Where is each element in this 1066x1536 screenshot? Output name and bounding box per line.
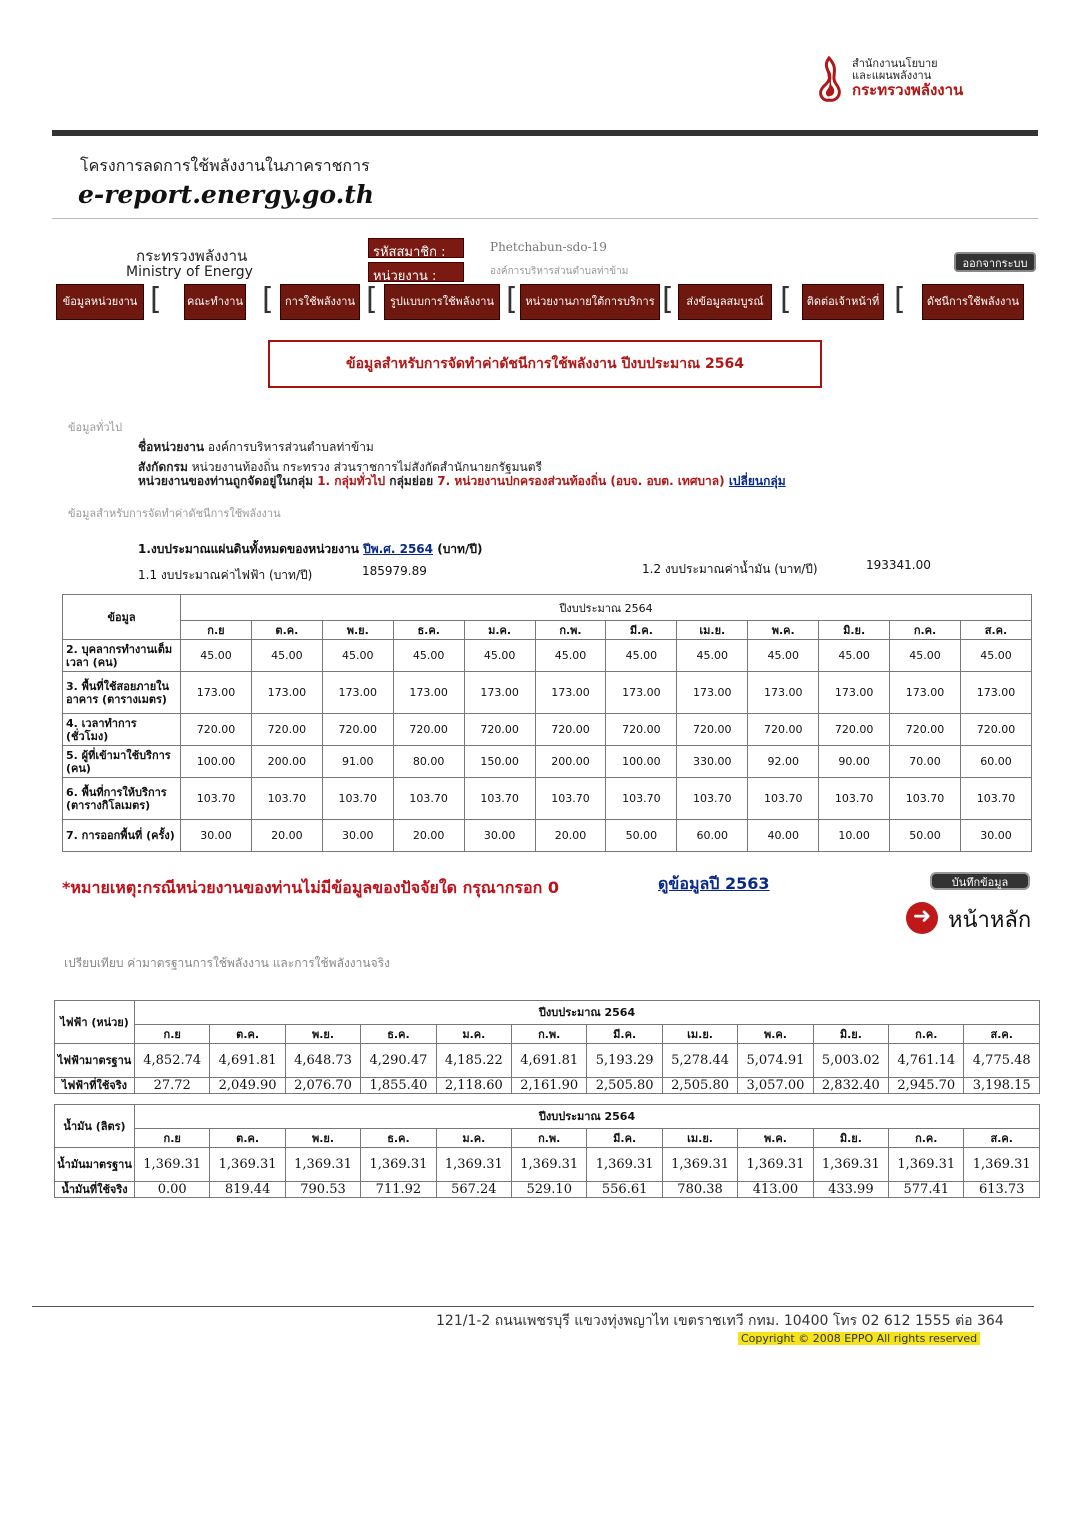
actual-value: 577.41 [889,1182,964,1198]
data-cell[interactable]: 20.00 [251,820,322,852]
row-label: 4. เวลาทำการ (ชั่วโมง) [63,714,181,746]
std-value: 1,369.31 [285,1148,360,1182]
oil-compare-table [54,1104,1040,1198]
data-cell[interactable]: 173.00 [819,672,890,714]
data-cell[interactable]: 720.00 [606,714,677,746]
top-divider [52,130,1038,136]
std-value: 1,369.31 [813,1148,888,1182]
month-header: ม.ค. [436,1129,511,1148]
data-cell[interactable]: 720.00 [677,714,748,746]
nav-bracket: [ [366,282,378,317]
footer-divider [32,1306,1034,1307]
oil-actual-label: น้ำมันที่ใช้จริง [55,1182,135,1198]
month-header: มี.ค. [587,1129,662,1148]
eppo-logo [812,50,1022,110]
std-value: 1,369.31 [587,1148,662,1182]
actual-value: 819.44 [210,1182,285,1198]
actual-value: 790.53 [285,1182,360,1198]
data-cell[interactable]: 103.70 [677,778,748,820]
table-row [63,778,1032,820]
save-button[interactable]: บันทึกข้อมูล [930,872,1030,890]
actual-value: 2,161.90 [512,1078,587,1094]
month-header: เม.ย. [662,1129,737,1148]
budget-title [138,540,482,559]
actual-value: 2,832.40 [813,1078,888,1094]
nav-bracket: [ [662,282,674,317]
month-header: มี.ค. [606,621,677,640]
row-label: 2. บุคลากรทำงานเต็มเวลา (คน) [63,640,181,672]
data-cell[interactable]: 720.00 [464,714,535,746]
data-cell[interactable]: 92.00 [748,746,819,778]
table-row [63,714,1032,746]
row-label: 7. การออกพื้นที่ (ครั้ง) [63,820,181,852]
budget-title-suffix: (บาท/ปี) [437,542,483,556]
home-button[interactable] [906,900,1036,934]
data-cell[interactable]: 30.00 [464,820,535,852]
month-header: ต.ค. [251,621,322,640]
std-value: 4,648.73 [285,1044,360,1078]
month-header: ก.พ. [512,1025,587,1044]
data-cell[interactable]: 50.00 [606,820,677,852]
data-cell[interactable]: 45.00 [748,640,819,672]
data-cell[interactable]: 720.00 [393,714,464,746]
data-cell[interactable]: 45.00 [960,640,1031,672]
month-header: ต.ค. [210,1129,285,1148]
logout-button[interactable]: ออกจากระบบ [954,252,1036,272]
month-header: ธ.ค. [361,1025,436,1044]
year-header: ปีงบประมาณ 2564 [181,595,1032,621]
actual-value: 780.38 [662,1182,737,1198]
previous-year-link[interactable]: ดูข้อมูลปี 2563 [658,874,770,893]
unit-name-label: ชื่อหน่วยงาน [138,440,205,454]
oil-std-label: น้ำมันมาตรฐาน [55,1148,135,1182]
data-cell[interactable]: 45.00 [181,640,252,672]
change-group-link[interactable]: เปลี่ยนกลุ่ม [728,474,786,488]
nav-working-group[interactable]: คณะทำงาน [184,284,246,320]
table-corner: ข้อมูล [63,595,181,640]
data-cell[interactable]: 103.70 [960,778,1031,820]
dept-label: สังกัดกรม [138,460,188,474]
month-header: ส.ค. [960,621,1031,640]
data-cell[interactable]: 173.00 [393,672,464,714]
data-cell[interactable]: 80.00 [393,746,464,778]
month-header: ก.ค. [889,1025,964,1044]
data-cell[interactable]: 720.00 [890,714,961,746]
std-value: 5,003.02 [813,1044,888,1078]
row-label: 6. พื้นที่การให้บริการ (ตารางกิโลเมตร) [63,778,181,820]
std-value: 1,369.31 [738,1148,813,1182]
actual-value: 711.92 [361,1182,436,1198]
month-header: พ.ย. [285,1025,360,1044]
nav-submit-complete[interactable]: ส่งข้อมูลสมบูรณ์ [678,284,772,320]
nav-energy-index[interactable]: ดัชนีการใช้พลังงาน [922,284,1024,320]
month-header: ก.ย [135,1025,210,1044]
nav-energy-pattern[interactable]: รูปแบบการใช้พลังงาน [384,284,500,320]
data-cell[interactable]: 173.00 [181,672,252,714]
back-arrow-icon: ➜ [906,902,938,934]
elec-year-header: ปีงบประมาณ 2564 [135,1001,1040,1025]
oil-budget-label: 1.2 งบประมาณค่าน้ำมัน (บาท/ปี) [642,562,818,576]
std-value: 4,775.48 [964,1044,1040,1078]
month-header: ก.ย [135,1129,210,1148]
row-label: 5. ผู้ที่เข้ามาใช้บริการ (คน) [63,746,181,778]
month-header: ธ.ค. [361,1129,436,1148]
data-cell[interactable]: 45.00 [606,640,677,672]
page-headline: ข้อมูลสำหรับการจัดทำค่าดัชนีการใช้พลังงาน ปีงบประมาณ 2564 [268,340,822,388]
data-cell[interactable]: 103.70 [181,778,252,820]
ministry-name-english: Ministry of Energy [126,264,253,280]
data-cell[interactable]: 103.70 [251,778,322,820]
data-cell[interactable]: 45.00 [819,640,890,672]
actual-value: 613.73 [964,1182,1040,1198]
actual-value: 556.61 [587,1182,662,1198]
std-value: 1,369.31 [210,1148,285,1182]
std-value: 1,369.31 [436,1148,511,1182]
month-header: ส.ค. [964,1129,1040,1148]
actual-value: 0.00 [135,1182,210,1198]
data-cell[interactable]: 173.00 [535,672,606,714]
month-header: พ.ค. [738,1025,813,1044]
data-cell[interactable]: 45.00 [464,640,535,672]
electricity-compare-table [54,1000,1040,1094]
table-row [63,640,1032,672]
unit-name-row [138,438,374,457]
data-cell[interactable]: 720.00 [181,714,252,746]
data-cell[interactable]: 173.00 [606,672,677,714]
index-section-label: ข้อมูลสำหรับการจัดทำค่าดัชนีการใช้พลังงาน [68,507,281,520]
actual-value: 2,945.70 [889,1078,964,1094]
row-label: 3. พื้นที่ใช้สอยภายในอาคาร (ตารางเมตร) [63,672,181,714]
month-header: เม.ย. [662,1025,737,1044]
data-cell[interactable]: 720.00 [748,714,819,746]
data-cell[interactable]: 30.00 [960,820,1031,852]
data-cell[interactable]: 173.00 [322,672,393,714]
unit-name-value: องค์การบริหารส่วนตำบลท่าข้าม [207,440,374,454]
logo-line1: สำนักงานนโยบาย [852,57,938,70]
nav-bracket: [ [894,282,906,317]
data-cell[interactable]: 103.70 [890,778,961,820]
data-cell[interactable]: 720.00 [819,714,890,746]
table-row [63,746,1032,778]
actual-value: 27.72 [135,1078,210,1094]
data-cell[interactable]: 50.00 [890,820,961,852]
month-header: ต.ค. [210,1025,285,1044]
data-cell[interactable]: 720.00 [322,714,393,746]
site-name: e-report.energy.go.th [78,180,375,209]
std-value: 1,369.31 [361,1148,436,1182]
month-header: ม.ค. [464,621,535,640]
data-cell[interactable]: 45.00 [322,640,393,672]
month-header: มิ.ย. [819,621,890,640]
data-cell[interactable]: 330.00 [677,746,748,778]
data-cell[interactable]: 30.00 [181,820,252,852]
data-cell[interactable]: 720.00 [535,714,606,746]
group-row [138,472,786,491]
data-cell[interactable]: 60.00 [960,746,1031,778]
general-section-label: ข้อมูลทั่วไป [68,421,123,434]
std-value: 4,691.81 [210,1044,285,1078]
footer-address: 121/1-2 ถนนเพชรบุรี แขวงทุ่งพญาไท เขตราชเทวี กทม. 10400 โทร 02 612 1555 ต่อ 364 [436,1313,1004,1329]
nav-bracket: [ [262,282,274,317]
month-header: ก.ค. [890,621,961,640]
unit-label: หน่วยงาน : [368,262,464,282]
index-data-table [62,594,1032,852]
compare-section-label: เปรียบเทียบ ค่ามาตรฐานการใช้พลังงาน และการใช้พลังงานจริง [64,956,390,970]
month-header: ก.พ. [535,621,606,640]
data-cell[interactable]: 200.00 [535,746,606,778]
note-text: *หมายเหตุ:กรณีหน่วยงานของท่านไม่มีข้อมูลของปัจจัยใด กรุณากรอก 0 [62,878,559,897]
data-cell[interactable]: 45.00 [677,640,748,672]
data-cell[interactable]: 720.00 [251,714,322,746]
subgroup-text: กลุ่มย่อย [389,474,434,488]
data-cell[interactable]: 720.00 [960,714,1031,746]
data-cell[interactable]: 103.70 [322,778,393,820]
data-cell[interactable]: 20.00 [535,820,606,852]
nav-bracket: [ [780,282,792,317]
data-cell[interactable]: 30.00 [322,820,393,852]
data-cell[interactable]: 103.70 [606,778,677,820]
data-cell[interactable]: 103.70 [393,778,464,820]
elec-actual-label: ไฟฟ้าที่ใช้จริง [55,1078,135,1094]
member-unit-value: องค์การบริหารส่วนตำบลท่าข้าม [490,266,629,277]
member-id-label: รหัสสมาชิก : [368,238,464,258]
std-value: 5,193.29 [587,1044,662,1078]
group-text: หน่วยงานของท่านถูกจัดอยู่ในกลุ่ม [138,474,313,488]
oil-year-header: ปีงบประมาณ 2564 [135,1105,1040,1129]
member-id-value: Phetchabun-sdo-19 [490,240,607,254]
data-cell[interactable]: 103.70 [535,778,606,820]
data-cell[interactable]: 100.00 [606,746,677,778]
actual-value: 3,198.15 [964,1078,1040,1094]
data-cell[interactable]: 20.00 [393,820,464,852]
month-header: มิ.ย. [813,1129,888,1148]
data-cell[interactable]: 91.00 [322,746,393,778]
group-main: 1. กลุ่มทั่วไป [317,474,386,488]
data-cell[interactable]: 173.00 [748,672,819,714]
logo-line3: กระทรวงพลังงาน [852,81,964,99]
elec-std-label: ไฟฟ้ามาตรฐาน [55,1044,135,1078]
ministry-name-thai: กระทรวงพลังงาน [136,247,248,265]
elec-corner: ไฟฟ้า (หน่วย) [55,1001,135,1044]
project-title: โครงการลดการใช้พลังงานในภาคราชการ [80,156,370,175]
actual-value: 2,118.60 [436,1078,511,1094]
data-cell[interactable]: 200.00 [251,746,322,778]
actual-value: 529.10 [512,1182,587,1198]
month-header: ส.ค. [964,1025,1040,1044]
data-cell[interactable]: 10.00 [819,820,890,852]
month-header: ก.ย [181,621,252,640]
data-cell[interactable]: 173.00 [464,672,535,714]
nav-energy-use[interactable]: การใช้พลังงาน [280,284,360,320]
data-cell[interactable]: 45.00 [535,640,606,672]
data-cell[interactable]: 45.00 [251,640,322,672]
month-header: มิ.ย. [813,1025,888,1044]
footer-copyright: Copyright © 2008 EPPO All rights reserved [738,1332,980,1345]
nav-contact-staff[interactable]: ติดต่อเจ้าหน้าที่ [802,284,884,320]
data-cell[interactable]: 70.00 [890,746,961,778]
actual-value: 1,855.40 [361,1078,436,1094]
std-value: 4,185.22 [436,1044,511,1078]
data-cell[interactable]: 150.00 [464,746,535,778]
data-cell[interactable]: 40.00 [748,820,819,852]
actual-value: 2,505.80 [587,1078,662,1094]
budget-title-prefix: 1.งบประมาณแผ่นดินทั้งหมดของหน่วยงาน [138,542,359,556]
data-cell[interactable]: 60.00 [677,820,748,852]
std-value: 4,290.47 [361,1044,436,1078]
actual-value: 567.24 [436,1182,511,1198]
std-value: 1,369.31 [512,1148,587,1182]
std-value: 4,691.81 [512,1044,587,1078]
actual-value: 2,076.70 [285,1078,360,1094]
actual-value: 433.99 [813,1182,888,1198]
data-cell[interactable]: 173.00 [890,672,961,714]
data-cell[interactable]: 45.00 [393,640,464,672]
month-header: ก.ค. [889,1129,964,1148]
data-cell[interactable]: 173.00 [960,672,1031,714]
std-value: 4,761.14 [889,1044,964,1078]
data-cell[interactable]: 103.70 [464,778,535,820]
elec-budget-label: 1.1 งบประมาณค่าไฟฟ้า (บาท/ปี) [138,568,313,582]
data-cell[interactable]: 90.00 [819,746,890,778]
actual-value: 2,049.90 [210,1078,285,1094]
std-value: 5,278.44 [662,1044,737,1078]
data-cell[interactable]: 45.00 [890,640,961,672]
header-divider [52,218,1038,219]
month-header: พ.ย. [322,621,393,640]
data-cell[interactable]: 173.00 [677,672,748,714]
dept-value: หน่วยงานท้องถิ่น กระทรวง ส่วนราชการไม่สังกัดสำนักนายกรัฐมนตรี [191,460,542,474]
std-value: 4,852.74 [135,1044,210,1078]
month-header: พ.ค. [738,1129,813,1148]
nav-unit-info[interactable]: ข้อมูลหน่วยงาน [56,284,144,320]
logo-line2: และแผนพลังงาน [852,69,932,82]
actual-value: 413.00 [738,1182,813,1198]
month-header: มี.ค. [587,1025,662,1044]
std-value: 1,369.31 [662,1148,737,1182]
std-value: 1,369.31 [889,1148,964,1182]
month-header: ม.ค. [436,1025,511,1044]
month-header: พ.ค. [748,621,819,640]
std-value: 1,369.31 [135,1148,210,1182]
elec-budget-value[interactable]: 185979.89 [362,564,427,578]
month-header: ก.พ. [512,1129,587,1148]
table-row [63,820,1032,852]
month-header: ธ.ค. [393,621,464,640]
oil-budget-value[interactable]: 193341.00 [866,558,931,572]
nav-bracket: [ [150,282,162,317]
std-value: 5,074.91 [738,1044,813,1078]
data-cell[interactable]: 100.00 [181,746,252,778]
nav-bracket: [ [506,282,518,317]
subgroup-value: 7. หน่วยงานปกครองส่วนท้องถิ่น (อบจ. อบต. เทศบาล) [437,474,725,488]
data-cell[interactable]: 103.70 [748,778,819,820]
month-header: เม.ย. [677,621,748,640]
data-cell[interactable]: 103.70 [819,778,890,820]
budget-year-link[interactable]: ปีพ.ศ. 2564 [363,542,434,556]
data-cell[interactable]: 173.00 [251,672,322,714]
actual-value: 2,505.80 [662,1078,737,1094]
std-value: 1,369.31 [964,1148,1040,1182]
table-row [63,672,1032,714]
month-header: พ.ย. [285,1129,360,1148]
nav-service-units[interactable]: หน่วยงานภายใต้การบริการ [520,284,660,320]
flame-icon [812,56,846,102]
home-label: หน้าหลัก [948,908,1032,933]
actual-value: 3,057.00 [738,1078,813,1094]
oil-corner: น้ำมัน (ลิตร) [55,1105,135,1148]
